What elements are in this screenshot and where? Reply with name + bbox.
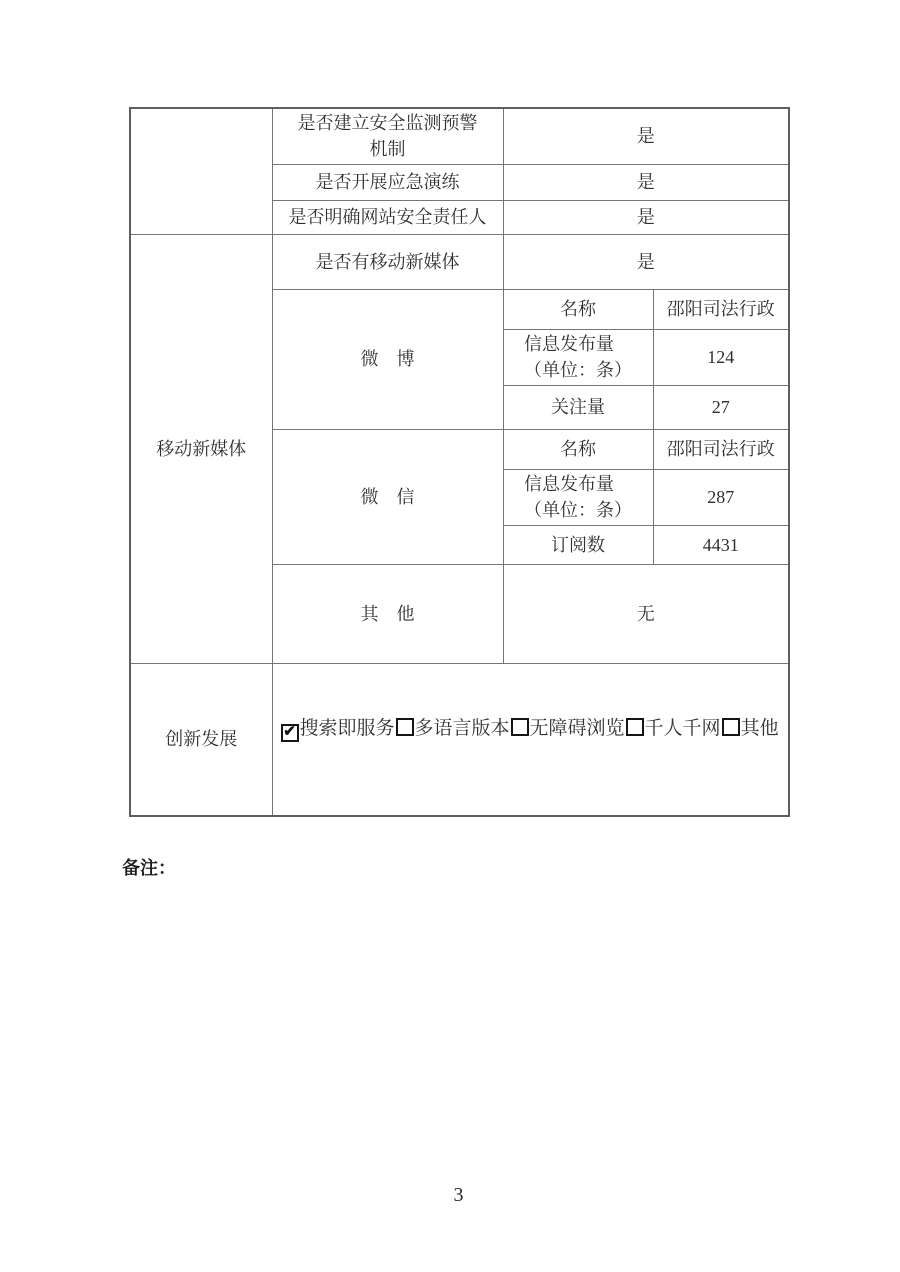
value-weibo-followers: 27 <box>653 385 789 429</box>
innovation-options-cell <box>272 663 789 816</box>
label-wechat-posts <box>503 469 653 525</box>
label-line: 信息发布量 <box>524 474 614 494</box>
page-number: 3 <box>453 1184 464 1206</box>
checkbox-unchecked-icon[interactable] <box>626 718 644 736</box>
label-weibo-posts-text <box>524 331 632 383</box>
label-weibo-name: 名称 <box>503 289 653 329</box>
innovation-option-label: 千人千网 <box>644 717 721 739</box>
label-line: （单位：条） <box>524 360 632 380</box>
label-other-media: 其 他 <box>272 564 503 663</box>
innovation-option <box>395 718 510 739</box>
innovation-option <box>625 718 721 739</box>
value-security-monitor: 是 <box>503 108 789 164</box>
value-security-person: 是 <box>503 200 789 234</box>
value-wechat-posts: 287 <box>653 469 789 525</box>
remarks-label: 备注： <box>122 858 176 878</box>
label-has-mobile-media: 是否有移动新媒体 <box>272 234 503 289</box>
label-security-monitor <box>272 108 503 164</box>
label-security-monitor-text <box>298 110 478 162</box>
checkbox-unchecked-icon[interactable] <box>396 718 414 736</box>
value-other-media: 无 <box>503 564 789 663</box>
innovation-option <box>510 718 625 739</box>
section-cell-innovation: 创新发展 <box>130 663 272 816</box>
label-wechat-posts-text <box>524 471 632 523</box>
innovation-option-label: 其他 <box>740 717 779 739</box>
value-weibo-posts: 124 <box>653 329 789 385</box>
innovation-option <box>280 718 395 739</box>
label-emergency-drill: 是否开展应急演练 <box>272 164 503 200</box>
label-weibo-followers: 关注量 <box>503 385 653 429</box>
checkbox-unchecked-icon[interactable] <box>511 718 529 736</box>
checkbox-checked-icon[interactable]: ✔ <box>281 724 299 742</box>
innovation-option-label: 多语言版本 <box>414 717 510 739</box>
value-wechat-subscribers: 4431 <box>653 525 789 564</box>
label-line: 信息发布量 <box>524 334 614 354</box>
label-wechat-name: 名称 <box>503 429 653 469</box>
section-cell-mobile-media: 移动新媒体 <box>130 234 272 663</box>
value-weibo-name: 邵阳司法行政 <box>653 289 789 329</box>
label-weibo-posts <box>503 329 653 385</box>
annual-report-table <box>129 107 790 817</box>
group-cell-wechat: 微 信 <box>272 429 503 564</box>
innovation-option <box>721 718 779 739</box>
group-cell-weibo: 微 博 <box>272 289 503 429</box>
label-security-person: 是否明确网站安全责任人 <box>272 200 503 234</box>
label-line: 是否建立安全监测预警 <box>297 113 478 134</box>
innovation-option-label: 无障碍浏览 <box>529 717 625 739</box>
section-cell-security-empty <box>130 108 272 234</box>
label-line: （单位：条） <box>524 500 632 520</box>
value-has-mobile-media: 是 <box>503 234 789 289</box>
checkbox-unchecked-icon[interactable] <box>722 718 740 736</box>
label-line: 机制 <box>369 139 406 160</box>
label-wechat-subscribers: 订阅数 <box>503 525 653 564</box>
value-emergency-drill: 是 <box>503 164 789 200</box>
innovation-option-label: 搜索即服务 <box>299 717 395 739</box>
value-wechat-name: 邵阳司法行政 <box>653 429 789 469</box>
innovation-options <box>280 718 779 739</box>
